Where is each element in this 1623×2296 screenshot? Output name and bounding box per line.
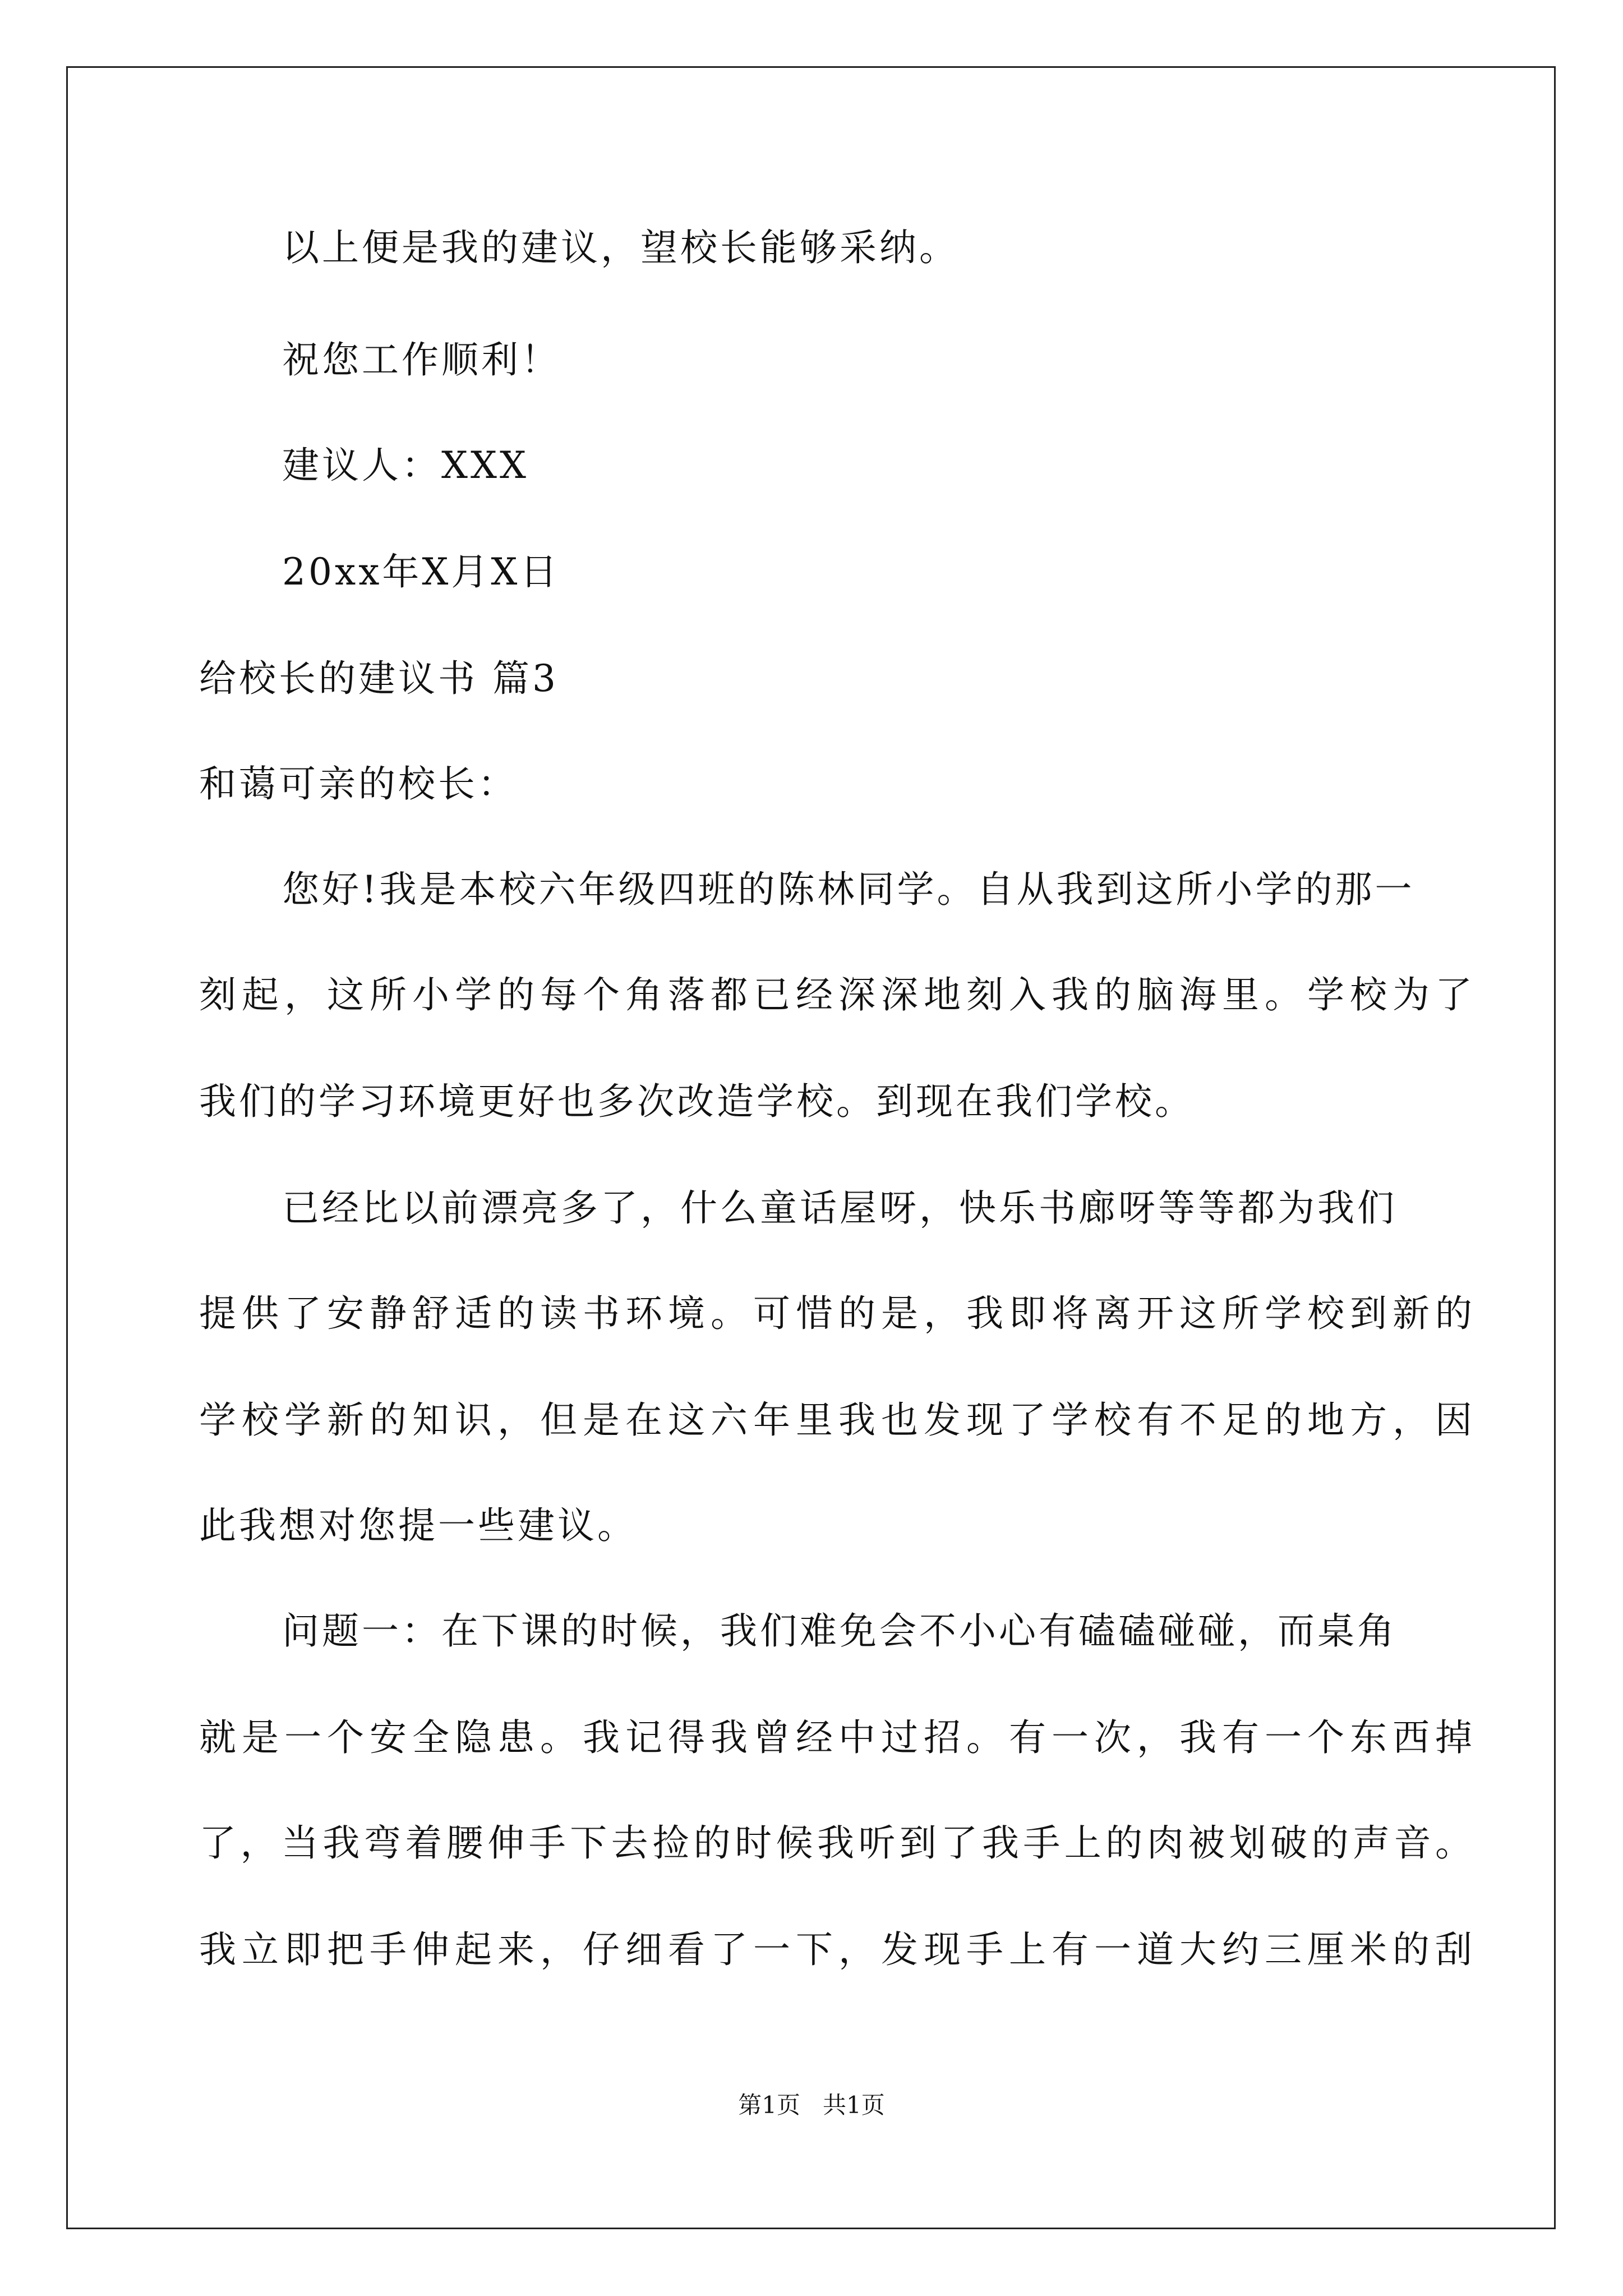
paragraph-line: 此我想对您提一些建议。 xyxy=(199,1504,637,1547)
paragraph-line: 就是一个安全隐患。我记得我曾经中过招。有一次，我有一个东西掉 xyxy=(199,1716,1472,1759)
date-line: 20xx年X月X日 xyxy=(282,550,560,593)
signature-line: 建议人：XXX xyxy=(282,444,529,487)
paragraph-line: 我们的学习环境更好也多次改造学校。到现在我们学校。 xyxy=(199,1080,1195,1123)
paragraph-line: 问题一：在下课的时候，我们难免会不小心有磕磕碰碰，而桌角 xyxy=(282,1609,1397,1653)
paragraph-line: 了，当我弯着腰伸手下去捡的时候我听到了我手上的肉被划破的声音。 xyxy=(199,1821,1472,1865)
paragraph-line: 已经比以前漂亮多了，什么童话屋呀，快乐书廊呀等等都为我们 xyxy=(282,1186,1397,1230)
paragraph-line: 学校学新的知识，但是在这六年里我也发现了学校有不足的地方，因 xyxy=(199,1398,1472,1442)
closing-sentence: 以上便是我的建议，望校长能够采纳。 xyxy=(282,226,959,269)
paragraph-line: 您好!我是本校六年级四班的陈林同学。自从我到这所小学的那一 xyxy=(282,868,1415,911)
page-border xyxy=(66,66,1556,2229)
salutation: 和蔼可亲的校长： xyxy=(199,762,518,806)
paragraph-line: 刻起，这所小学的每个角落都已经深深地刻入我的脑海里。学校为了 xyxy=(199,973,1472,1016)
page-number-footer: 第1页 共1页 xyxy=(738,2091,885,2119)
paragraph-line: 提供了安静舒适的读书环境。可惜的是，我即将离开这所学校到新的 xyxy=(199,1292,1472,1335)
closing-wish: 祝您工作顺利！ xyxy=(282,338,561,381)
paragraph-line: 我立即把手伸起来，仔细看了一下，发现手上有一道大约三厘米的刮 xyxy=(199,1928,1472,1971)
section-heading: 给校长的建议书 篇3 xyxy=(199,657,559,700)
